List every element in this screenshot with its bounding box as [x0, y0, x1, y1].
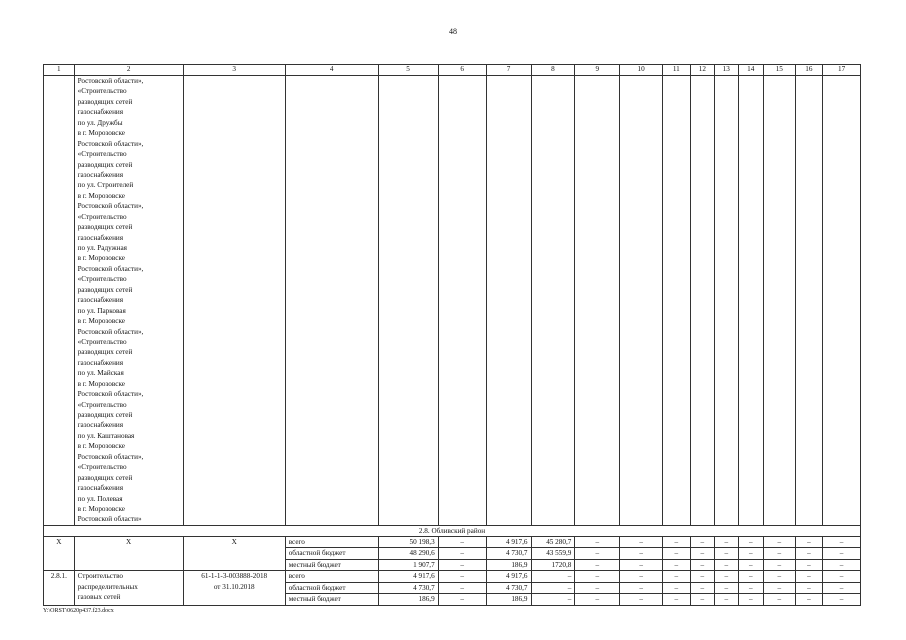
table-row: [44, 536, 861, 547]
col-header: 14: [738, 65, 763, 76]
text-line: Ростовской области»,: [77, 390, 144, 399]
value-cell: –: [823, 582, 861, 593]
text-line: «Строительство: [77, 400, 127, 409]
text-line: по ул. Строителей: [77, 181, 134, 190]
value-cell: 4 730,7: [486, 582, 531, 593]
text-line: «Строительство: [77, 150, 127, 159]
col-header: 5: [378, 65, 438, 76]
value-cell: –: [795, 559, 823, 570]
value-cell: 4 917,6: [378, 571, 438, 582]
value-cell: 50 198,3: [378, 536, 438, 547]
value-cell: –: [438, 582, 486, 593]
col-header: 15: [763, 65, 795, 76]
funding-source: всего: [285, 536, 378, 547]
col-header: 1: [44, 65, 75, 76]
text-line: разводящих сетей: [77, 411, 133, 419]
text-line: Строительство: [77, 572, 124, 581]
value-cell: –: [763, 582, 795, 593]
value-cell: 4 730,7: [486, 548, 531, 559]
text-line: по ул. Майская: [77, 369, 124, 378]
funding-source: областной бюджет: [285, 582, 378, 593]
value-cell: –: [438, 536, 486, 547]
value-cell: –: [620, 582, 663, 593]
value-cell: –: [715, 594, 738, 605]
value-cell: 43 559,9: [531, 548, 575, 559]
text-line: в г. Морозовске: [77, 254, 125, 263]
text-line: «Строительство: [77, 463, 127, 472]
value-cell: –: [438, 559, 486, 570]
value-cell: 4 917,6: [486, 571, 531, 582]
value-cell: –: [575, 559, 620, 570]
text-line: разводящих сетей: [77, 348, 133, 357]
value-cell: –: [663, 571, 691, 582]
text-line: разводящих сетей: [77, 223, 133, 232]
value-cell: –: [823, 559, 861, 570]
footer-path: Y:\ORST\0620p437.f23.docx: [43, 608, 114, 614]
value-cell: –: [531, 594, 575, 605]
value-cell: –: [438, 548, 486, 559]
value-cell: –: [663, 559, 691, 570]
text-line: по ул. Парковая: [77, 306, 126, 315]
col-header: 4: [285, 65, 378, 76]
budget-table: [43, 64, 861, 606]
value-cell: –: [690, 559, 714, 570]
section-row: [44, 525, 861, 536]
text-line: разводящих сетей: [77, 160, 133, 169]
text-line: по ул. Полевая: [77, 494, 123, 503]
value-cell: –: [738, 594, 763, 605]
value-cell: –: [663, 582, 691, 593]
value-cell: –: [715, 571, 738, 582]
value-cell: –: [531, 582, 575, 593]
text-line: Ростовской области»: [77, 515, 142, 524]
text-line: Ростовской области»,: [77, 77, 144, 85]
text-line: разводящих сетей: [77, 473, 133, 482]
text-line: Ростовской области»,: [77, 202, 144, 211]
value-cell: 186,9: [486, 594, 531, 605]
value-cell: –: [763, 559, 795, 570]
text-line: «Строительство: [77, 87, 127, 96]
text-line: в г. Морозовске: [77, 191, 125, 200]
value-cell: 4 917,6: [486, 536, 531, 547]
value-cell: –: [531, 571, 575, 582]
section-title: 2.8. Обливский район: [44, 525, 861, 536]
col-header: 7: [486, 65, 531, 76]
text-line: «Строительство: [77, 212, 127, 221]
x-marker: Х: [183, 536, 285, 570]
text-line: по ул. Радужная: [77, 244, 127, 252]
text-line: Ростовской области»,: [77, 327, 144, 336]
value-cell: –: [763, 571, 795, 582]
value-cell: –: [690, 582, 714, 593]
column-number-header-row: [44, 65, 861, 76]
funding-source: местный бюджет: [285, 559, 378, 570]
text-line: газоснабжения: [77, 484, 124, 493]
value-cell: 186,9: [378, 594, 438, 605]
continuation-row: [44, 76, 861, 526]
text-line: распределительных: [77, 582, 138, 591]
value-cell: –: [620, 594, 663, 605]
funding-source: местный бюджет: [285, 594, 378, 605]
value-cell: –: [620, 536, 663, 547]
text-line: по ул. Каштановая: [77, 431, 135, 440]
value-cell: –: [763, 594, 795, 605]
text-line: в г. Морозовске: [77, 317, 125, 326]
funding-source: областной бюджет: [285, 548, 378, 559]
text-line: 61-1-1-3-003888-2018: [201, 572, 268, 581]
table-row: [44, 571, 861, 582]
text-line: «Строительство: [77, 275, 127, 284]
col-header: 8: [531, 65, 575, 76]
text-line: газовых сетей: [77, 593, 121, 602]
funding-source: всего: [285, 571, 378, 582]
value-cell: –: [620, 548, 663, 559]
value-cell: –: [663, 536, 691, 547]
value-cell: 1 907,7: [378, 559, 438, 570]
text-line: в г. Морозовске: [77, 504, 125, 513]
value-cell: –: [575, 582, 620, 593]
text-line: газоснабжения: [77, 233, 124, 242]
value-cell: –: [763, 536, 795, 547]
value-cell: –: [438, 594, 486, 605]
value-cell: –: [715, 536, 738, 547]
value-cell: –: [795, 582, 823, 593]
col-header: 2: [74, 65, 183, 76]
item-number: 2.8.1.: [44, 571, 75, 605]
text-line: газоснабжения: [77, 170, 124, 179]
item-code: [183, 571, 285, 605]
col-header: 3: [183, 65, 285, 76]
value-cell: –: [738, 582, 763, 593]
value-cell: –: [795, 571, 823, 582]
col-header: 10: [620, 65, 663, 76]
value-cell: –: [738, 548, 763, 559]
text-line: «Строительство: [77, 337, 127, 346]
value-cell: –: [795, 536, 823, 547]
col-header: 11: [663, 65, 691, 76]
value-cell: –: [715, 548, 738, 559]
value-cell: –: [690, 536, 714, 547]
value-cell: –: [738, 536, 763, 547]
item-name: [74, 571, 183, 605]
text-line: в г. Морозовске: [77, 442, 125, 451]
text-line: Ростовской области»,: [77, 139, 144, 148]
value-cell: 186,9: [486, 559, 531, 570]
text-line: газоснабжения: [77, 296, 124, 305]
value-cell: 48 290,6: [378, 548, 438, 559]
col-header: 12: [690, 65, 714, 76]
text-line: газоснабжения: [77, 421, 124, 430]
col-header: 9: [575, 65, 620, 76]
value-cell: –: [663, 594, 691, 605]
text-line: Ростовской области»,: [77, 452, 144, 461]
col-header: 16: [795, 65, 823, 76]
text-line: Ростовской области»,: [77, 264, 144, 273]
value-cell: –: [690, 594, 714, 605]
value-cell: –: [763, 548, 795, 559]
value-cell: –: [620, 571, 663, 582]
value-cell: –: [575, 548, 620, 559]
col-header: 6: [438, 65, 486, 76]
value-cell: 4 730,7: [378, 582, 438, 593]
value-cell: –: [823, 594, 861, 605]
value-cell: –: [738, 571, 763, 582]
value-cell: –: [438, 571, 486, 582]
value-cell: –: [575, 536, 620, 547]
value-cell: –: [575, 594, 620, 605]
value-cell: 1720,8: [531, 559, 575, 570]
object-name-continuation: [74, 76, 183, 526]
value-cell: –: [663, 548, 691, 559]
value-cell: –: [823, 571, 861, 582]
text-line: от 31.10.2018: [213, 582, 255, 591]
value-cell: –: [795, 548, 823, 559]
value-cell: 45 280,7: [531, 536, 575, 547]
value-cell: –: [690, 548, 714, 559]
value-cell: –: [715, 582, 738, 593]
x-marker: Х: [74, 536, 183, 570]
text-line: разводящих сетей: [77, 285, 133, 294]
page-number: 48: [449, 27, 457, 36]
text-line: в г. Морозовске: [77, 379, 125, 388]
value-cell: –: [823, 536, 861, 547]
value-cell: –: [620, 559, 663, 570]
text-line: разводящих сетей: [77, 97, 133, 106]
text-line: по ул. Дружбы: [77, 118, 123, 127]
x-marker: Х: [44, 536, 75, 570]
value-cell: –: [823, 548, 861, 559]
value-cell: –: [575, 571, 620, 582]
text-line: газоснабжения: [77, 108, 124, 117]
value-cell: –: [690, 571, 714, 582]
value-cell: –: [795, 594, 823, 605]
text-line: газоснабжения: [77, 358, 124, 367]
value-cell: –: [738, 559, 763, 570]
col-header: 17: [823, 65, 861, 76]
value-cell: –: [715, 559, 738, 570]
text-line: в г. Морозовске: [77, 129, 125, 138]
col-header: 13: [715, 65, 738, 76]
